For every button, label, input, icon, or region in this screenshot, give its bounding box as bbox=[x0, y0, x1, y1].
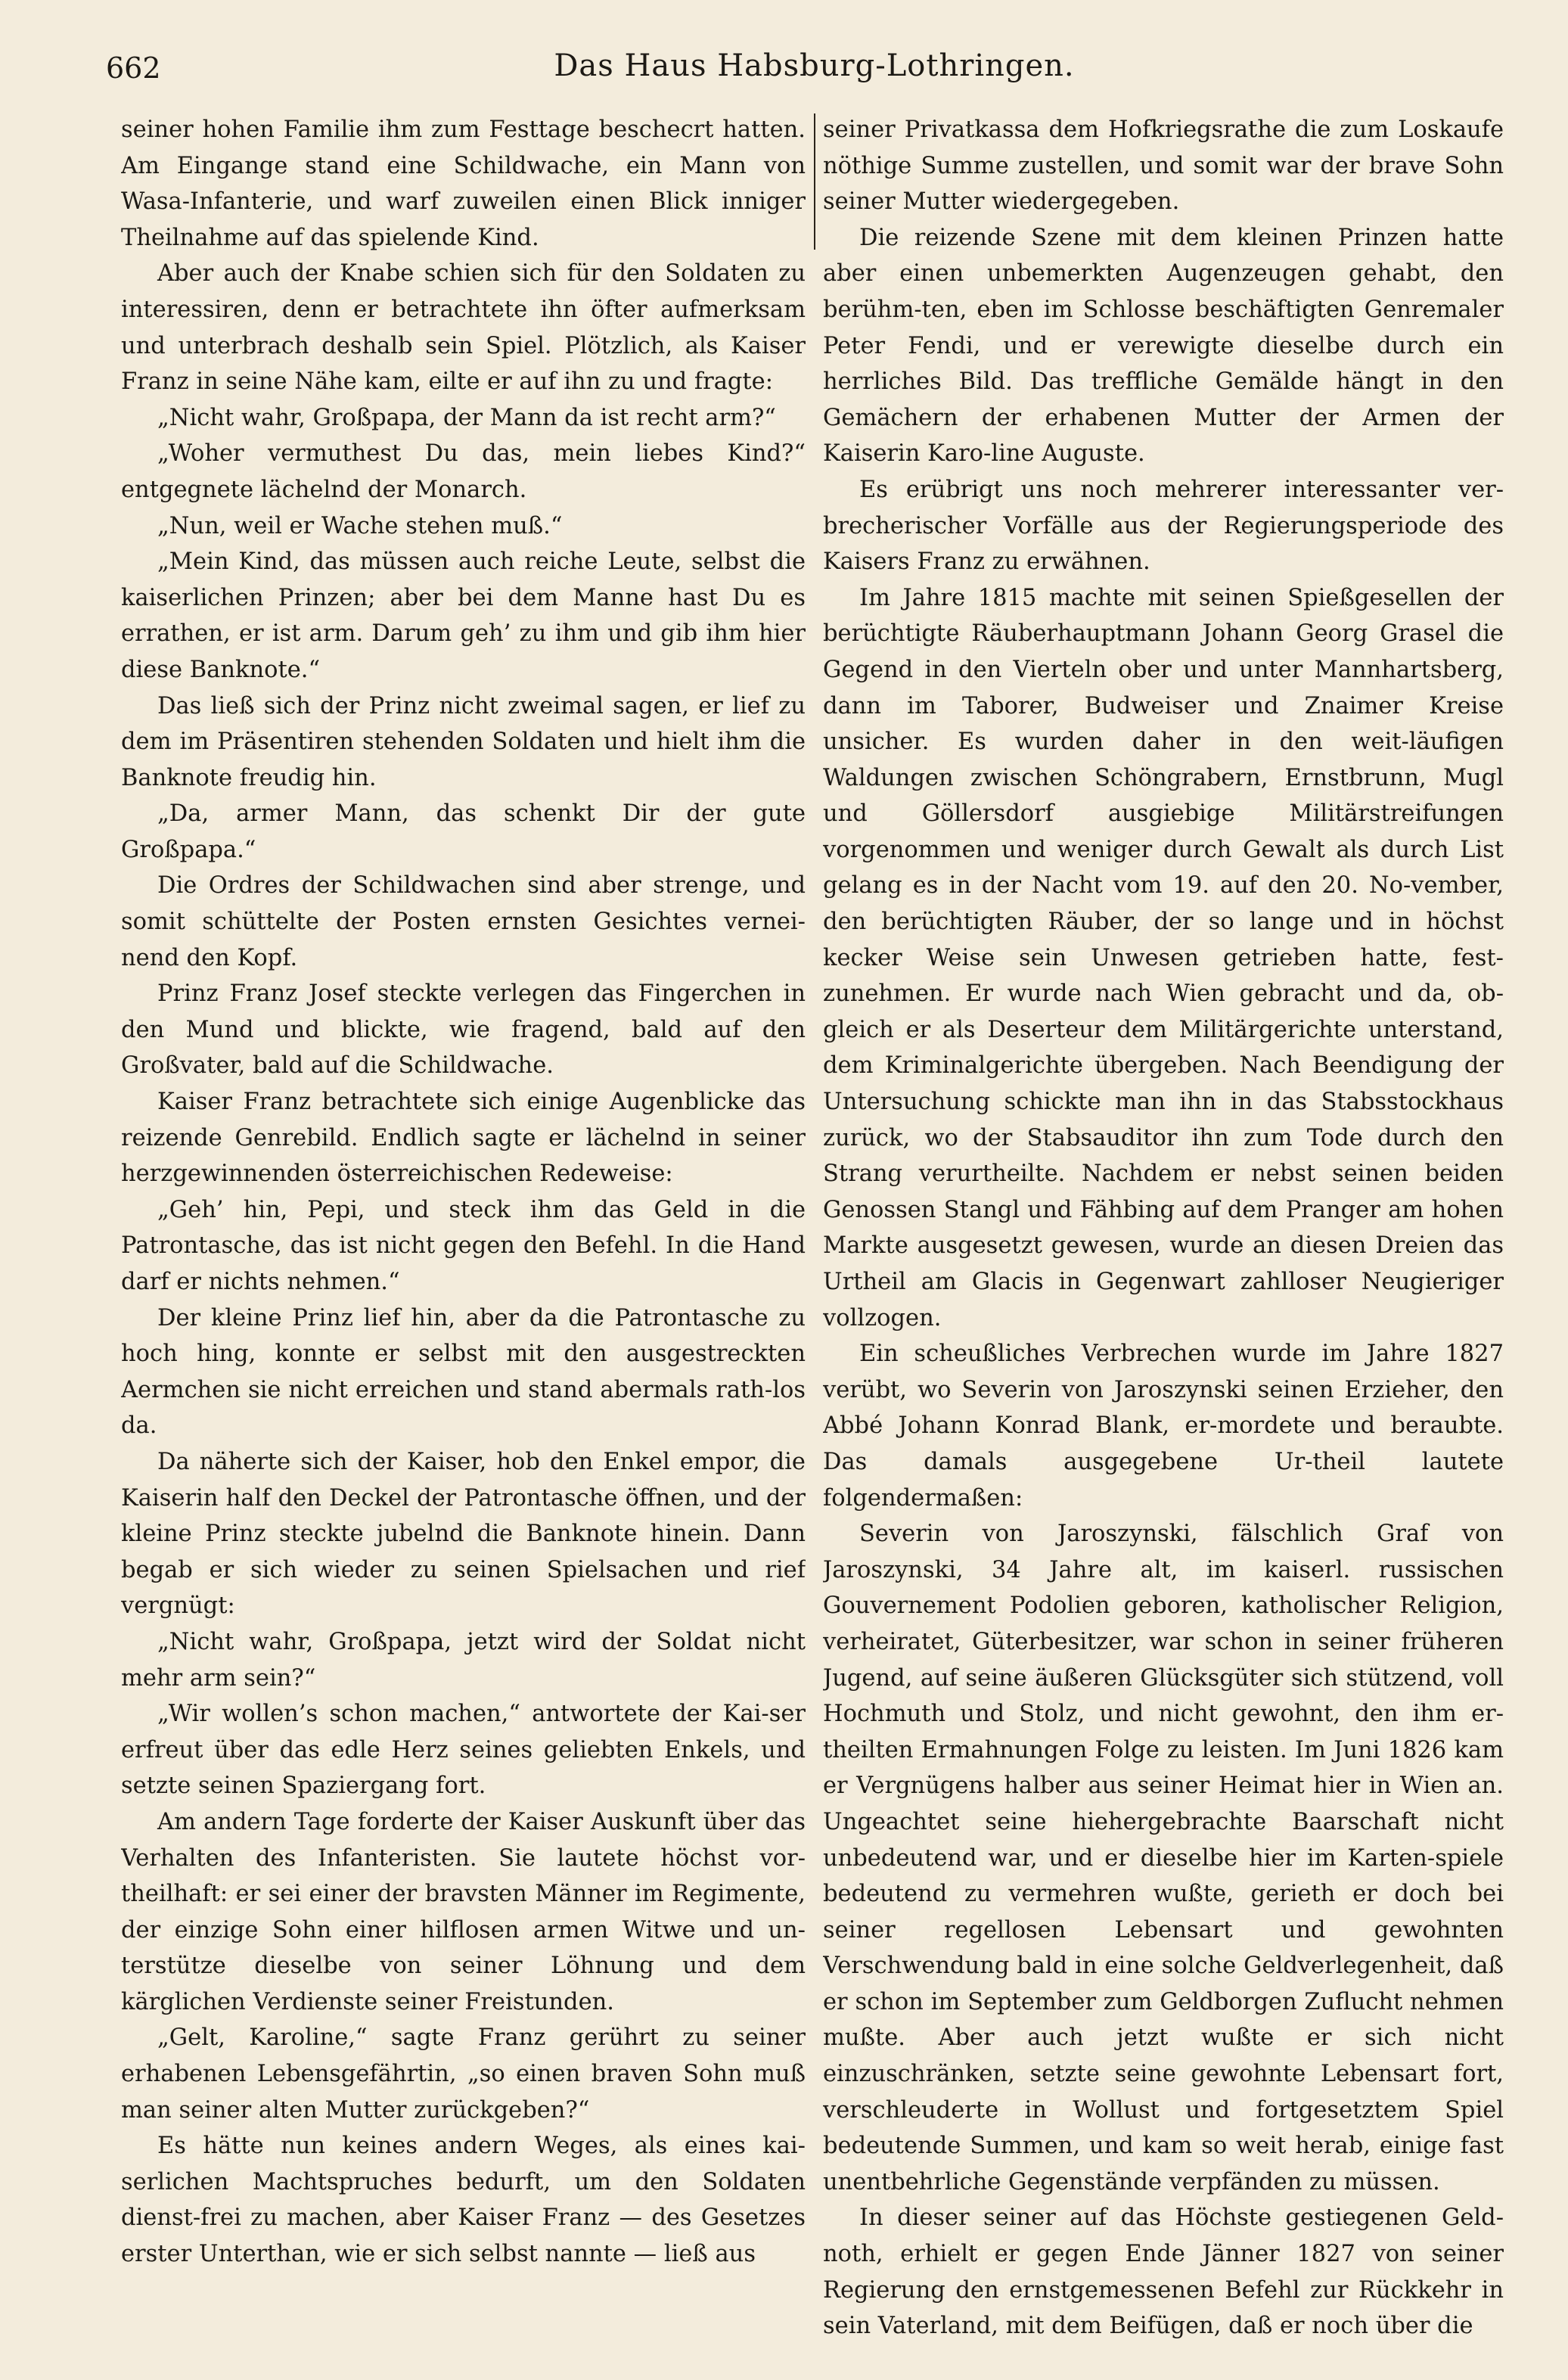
paragraph: Im Jahre 1815 machte mit seinen Spießgesellen der berüchtigte Räuberhauptmann Johann Georg Grasel die Gegend in den Vierteln ober und unter Mannhartsberg, dann im Taborer, Budweiser und Znaimer Kreise unsicher. Es wurden daher in den weit-läufigen Waldungen zwischen Schöngrabern, Ernstbrunn, Mugl und Göllersdorf ausgiebige Militärstreifungen vorgenommen und weniger durch Gewalt als durch List gelang es in der Nacht vom 19. auf den 20. No-vember, den berüchtigten Räuber, der so lange und in höchst kecker Weise sein Unwesen getrieben hatte, fest-zunehmen. Er wurde nach Wien gebracht und da, ob-gleich er als Deserteur dem Militärgerichte unterstand, dem Kriminalgerichte übergeben. Nach Beendigung der Untersuchung schickte man ihn in das Stabsstockhaus zurück, wo der Stabsauditor ihn zum Tode durch den Strang verurtheilte. Nachdem er nebst seinen beiden Genossen Stangl und Fähbing auf dem Pranger am hohen Markte ausgesetzt gewesen, wurde an diesen Dreien das Urtheil am Glacis in Gegenwart zahlloser Neugieriger vollzogen. bbox=[823, 584, 1504, 1331]
paragraph: Am andern Tage forderte der Kaiser Auskunft über das Verhalten des Infanteristen. Sie lautete höchst vor-theilhaft: er sei einer der bravsten Männer im Regimente, der einzige Sohn einer hilflosen armen Witwe und un-terstütze dieselbe von seiner Löhnung und dem kärglichen Verdienste seiner Freistunden. bbox=[121, 1808, 806, 2015]
paragraph: Es erübrigt uns noch mehrerer interessanter ver-brecherischer Vorfälle aus der Regierungsperiode des Kaisers Franz zu erwähnen. bbox=[823, 476, 1504, 576]
paragraph: Es hätte nun keines andern Weges, als eines kai-serlichen Machtspruches bedurft, um den Soldaten dienst-frei zu machen, aber Kaiser Franz — des Gesetzes erster Unterthan, wie er sich selbst nannte — ließ aus bbox=[121, 2133, 806, 2268]
paragraph: „Woher vermuthest Du das, mein liebes Kind?“ entgegnete lächelnd der Monarch. bbox=[121, 440, 806, 503]
paragraph: „Mein Kind, das müssen auch reiche Leute, selbst die kaiserlichen Prinzen; aber bei dem Manne hast Du es errathen, er ist arm. Darum geh’ zu ihm und gib ihm hier diese Banknote.“ bbox=[121, 548, 806, 683]
paragraph: Das ließ sich der Prinz nicht zweimal sagen, er lief zu dem im Präsentiren stehenden Soldaten und hielt ihm die Banknote freudig hin. bbox=[121, 692, 806, 791]
paragraph: „Da, armer Mann, das schenkt Dir der gute Großpapa.“ bbox=[121, 800, 806, 863]
paragraph: Severin von Jaroszynski, fälschlich Graf von Jaroszynski, 34 Jahre alt, im kaiserl. russischen Gouvernement Podolien geboren, katholischer Religion, verheiratet, Güterbesitzer, war schon in seiner früheren Jugend, auf seine äußeren Glücksgüter sich stützend, voll Hochmuth und Stolz, und nicht gewohnt, den ihm er-theilten Ermahnungen Folge zu leisten. Im Juni 1826 kam er Vergnügens halber aus seiner Heimat hier in Wien an. Ungeachtet seine hiehergebrachte Baarschaft nicht unbedeutend war, und er dieselbe hier im Karten-spiele bedeutend zu vermehren wußte, gerieth er doch bei seiner regellosen Lebensart und gewohnten Verschwendung bald in eine solche Geldverlegenheit, daß er schon im September zum Geldborgen Zuflucht nehmen mußte. Aber auch jetzt wußte er sich nicht einzuschränken, setzte seine gewohnte Lebensart fort, verschleuderte in Wollust und fortgesetztem Spiel bedeutende Summen, und kam so weit herab, einige fast unentbehrliche Gegenstände verpfänden zu müssen. bbox=[823, 1521, 1504, 2195]
paragraph: Der kleine Prinz lief hin, aber da die Patrontasche zu hoch hing, konnte er selbst mit den ausgestreckten Aermchen sie nicht erreichen und stand abermals rath-los da. bbox=[121, 1304, 806, 1440]
paragraph: Prinz Franz Josef steckte verlegen das Fingerchen in den Mund und blickte, wie fragend, bald auf den Großvater, bald auf die Schildwache. bbox=[121, 980, 806, 1080]
paragraph: Ein scheußliches Verbrechen wurde im Jahre 1827 verübt, wo Severin von Jaroszynski seinen Erzieher, den Abbé Johann Konrad Blank, er-mordete und beraubte. Das damals ausgegebene Ur-theil lautete folgendermaßen: bbox=[823, 1341, 1504, 1512]
paragraph: Kaiser Franz betrachtete sich einige Augenblicke das reizende Genrebild. Endlich sagte er lächelnd in seiner herzgewinnenden österreichischen Redeweise: bbox=[121, 1089, 806, 1188]
paragraph: In dieser seiner auf das Höchste gestiegenen Geld-noth, erhielt er gegen Ende Jänner 1827 von seiner Regierung den ernstgemessenen Befehl zur Rückkehr in sein Vaterland, mit dem Beifügen, daß er noch über die bbox=[823, 2204, 1504, 2340]
paragraph: „Nicht wahr, Großpapa, jetzt wird der Soldat nicht mehr arm sein?“ bbox=[121, 1628, 806, 1692]
paragraph: „Gelt, Karoline,“ sagte Franz gerührt zu seiner erhabenen Lebensgefährtin, „so einen braven Sohn muß man seiner alten Mutter zurückgeben?“ bbox=[121, 2024, 806, 2124]
page-header bbox=[106, 44, 1523, 97]
paragraph: Aber auch der Knabe schien sich für den Soldaten zu interessiren, denn er betrachtete ihn öfter aufmerksam und unterbrach deshalb sein Spiel. Plötzlich, als Kaiser Franz in seine Nähe kam, eilte er auf ihn zu und fragte: bbox=[121, 260, 806, 396]
paragraph: Die Ordres der Schildwachen sind aber strenge, und somit schüttelte der Posten ernsten Gesichtes vernei-nend den Kopf. bbox=[121, 872, 806, 971]
paragraph: „Nicht wahr, Großpapa, der Mann da ist recht arm?“ bbox=[157, 404, 776, 431]
running-title: Das Haus Habsburg-Lothringen. bbox=[554, 48, 1075, 83]
column-divider bbox=[814, 113, 815, 250]
paragraph: „Wir wollen’s schon machen,“ antwortete der Kai-ser erfreut über das edle Herz seines geliebten Enkels, und setzte seinen Spaziergang fort. bbox=[121, 1701, 806, 1800]
page-number: 662 bbox=[106, 51, 161, 85]
paragraph: „Nun, weil er Wache stehen muß.“ bbox=[157, 512, 563, 539]
paragraph: Die reizende Szene mit dem kleinen Prinzen hatte aber einen unbemerkten Augenzeugen gehabt, den berühm-ten, eben im Schlosse beschäftigten Genremaler Peter Fendi, und er verewigte dieselbe durch ein herrliches Bild. Das treffliche Gemälde hängt in den Gemächern der erhabenen Mutter der Armen der Kaiserin Karo-line Auguste. bbox=[823, 224, 1504, 468]
paragraph: „Geh’ hin, Pepi, und steck ihm das Geld in die Patrontasche, das ist nicht gegen den Befehl. In die Hand darf er nichts nehmen.“ bbox=[121, 1196, 806, 1295]
right-column bbox=[823, 112, 1504, 2359]
paragraph: Da näherte sich der Kaiser, hob den Enkel empor, die Kaiserin half den Deckel der Patrontasche öffnen, und der kleine Prinz steckte jubelnd die Banknote hinein. Dann begab er sich wieder zu seinen Spielsachen und rief vergnügt: bbox=[121, 1448, 806, 1620]
paragraph: seiner Privatkassa dem Hofkriegsrathe die zum Loskaufe nöthige Summe zustellen, und somit war der brave Sohn seiner Mutter wiedergegeben. bbox=[823, 117, 1504, 216]
paragraph: seiner hohen Familie ihm zum Festtage beschecrt hatten. Am Eingange stand eine Schildwache, ein Mann von Wasa-Infanterie, und warf zuweilen einen Blick inniger Theilnahme auf das spielende Kind. bbox=[121, 117, 806, 251]
left-column bbox=[121, 112, 806, 2359]
